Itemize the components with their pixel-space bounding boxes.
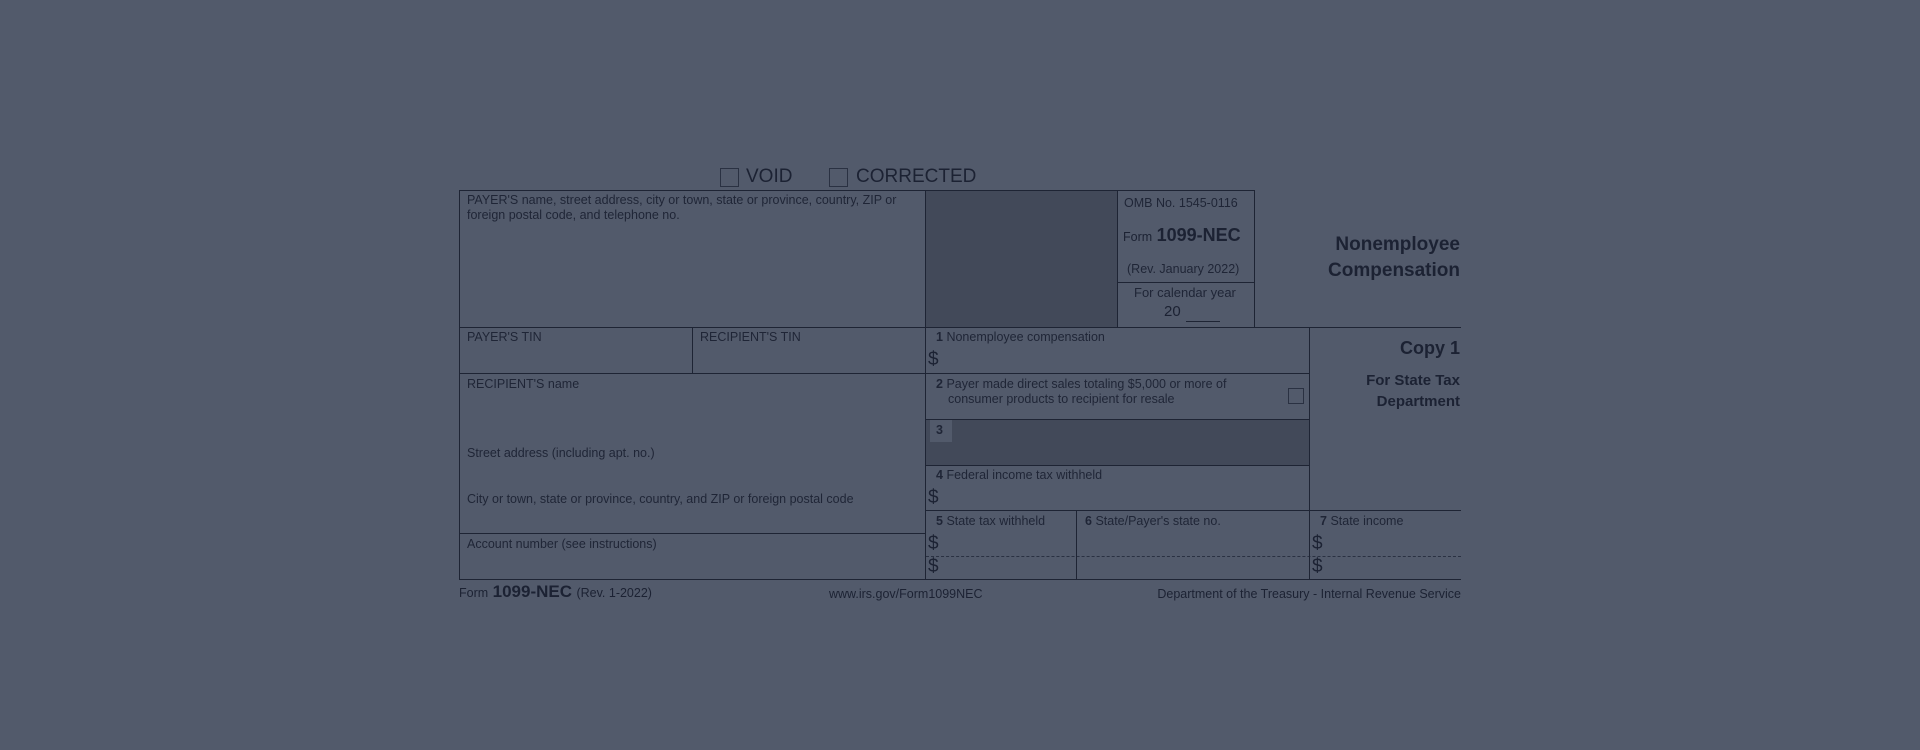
box7-amount-field-1[interactable] — [1330, 533, 1458, 553]
account-number-label: Account number (see instructions) — [467, 537, 657, 551]
box5-number: 5 — [936, 514, 943, 528]
form-prefix: Form — [1123, 230, 1153, 244]
void-label: VOID — [746, 166, 793, 187]
box2-label — [936, 377, 1266, 407]
box5-dollar-sign-2: $ — [928, 556, 939, 577]
form-number: 1099-NEC — [1156, 225, 1241, 245]
state-dashed-line — [926, 556, 1461, 557]
box5-dollar-sign-1: $ — [928, 533, 939, 554]
tin-divider — [692, 327, 693, 374]
shaded-payer-area — [926, 190, 1118, 328]
title-line-2: Compensation — [1328, 260, 1460, 281]
box5-text: State tax withheld — [946, 514, 1046, 528]
corrected-label: CORRECTED — [856, 166, 977, 187]
street-address-field[interactable] — [462, 462, 922, 484]
payer-name-label: PAYER'S name, street address, city or town, state or province, country, ZIP or foreign postal code, and telephone no. — [467, 193, 897, 222]
copy-desc-line-1: For State Tax — [1366, 372, 1460, 389]
box2-text-line1: Payer made direct sales totaling $5,000 or more of — [946, 377, 1227, 391]
form-line-row2 — [459, 327, 1461, 328]
box2-number: 2 — [936, 377, 943, 391]
form-top-border — [459, 190, 1255, 191]
corrected-checkbox[interactable] — [829, 168, 848, 187]
omb-divider — [1117, 282, 1255, 283]
box4-text: Federal income tax withheld — [946, 468, 1103, 482]
footer-form-number: 1099-NEC — [492, 582, 572, 601]
box5-amount-field-2[interactable] — [946, 558, 1072, 578]
box1-amount-field[interactable] — [946, 349, 1304, 371]
account-number-field[interactable] — [462, 553, 922, 577]
copy-desc-line-2: Department — [1376, 393, 1460, 410]
form-line-account-top — [459, 533, 926, 534]
street-address-label: Street address (including apt. no.) — [467, 446, 655, 460]
box6-label — [1085, 514, 1221, 529]
footer-form-rev: (Rev. 1-2022) — [576, 586, 652, 600]
box2-text-line2: consumer products to recipient for resale — [948, 392, 1175, 406]
title-line-1: Nonemployee — [1335, 234, 1460, 255]
void-checkbox[interactable] — [720, 168, 739, 187]
box7-dollar-sign-1: $ — [1312, 533, 1323, 554]
footer-url: www.irs.gov/Form1099NEC — [829, 587, 983, 601]
form-line-box3-top — [926, 419, 1310, 420]
box7-number: 7 — [1320, 514, 1327, 528]
box1-number: 1 — [936, 330, 943, 344]
box4-dollar-sign: $ — [928, 487, 939, 508]
box7-amount-field-2[interactable] — [1330, 558, 1458, 578]
form-line-box5-top — [926, 510, 1461, 511]
payer-name-field[interactable] — [462, 225, 922, 323]
box3-number: 3 — [936, 423, 943, 437]
box7-text: State income — [1330, 514, 1404, 528]
box6-field-1[interactable] — [1080, 533, 1306, 553]
form-bottom-border — [459, 579, 1461, 580]
payer-tin-label: PAYER'S TIN — [467, 330, 542, 344]
box1-label — [936, 330, 1105, 345]
box1-dollar-sign: $ — [928, 349, 939, 370]
copy-column-divider — [1309, 327, 1310, 580]
footer-department: Department of the Treasury - Internal Revenue Service — [1157, 587, 1461, 601]
box5-label — [936, 514, 1045, 529]
box4-label — [936, 468, 1102, 483]
omb-right-border — [1254, 190, 1255, 328]
box4-number: 4 — [936, 468, 943, 482]
omb-number: OMB No. 1545-0116 — [1124, 196, 1238, 210]
box1-text: Nonemployee compensation — [946, 330, 1105, 344]
footer-form-prefix: Form — [459, 586, 489, 600]
copy-label: Copy 1 — [1399, 338, 1460, 358]
box6-field-2[interactable] — [1080, 558, 1306, 578]
recipient-name-field[interactable] — [462, 392, 922, 444]
box5-amount-field-1[interactable] — [946, 533, 1072, 553]
city-label: City or town, state or province, country, and ZIP or foreign postal code — [467, 492, 854, 506]
box3-shaded — [926, 419, 1309, 465]
calendar-year-prefix: 20 — [1164, 303, 1181, 320]
box6-number: 6 — [1085, 514, 1092, 528]
box7-dollar-sign-2: $ — [1312, 556, 1323, 577]
box4-amount-field[interactable] — [946, 487, 1304, 509]
box7-label — [1320, 514, 1403, 529]
form-title — [1270, 232, 1460, 284]
form-id — [1123, 225, 1241, 246]
omb-left-border — [1117, 190, 1118, 328]
form-line-row3 — [459, 373, 1310, 374]
form-rev: (Rev. January 2022) — [1127, 262, 1240, 276]
footer-form-id — [459, 582, 652, 602]
calendar-year-field[interactable] — [1186, 321, 1220, 322]
copy-description — [1300, 370, 1460, 412]
box5-6-divider — [1076, 510, 1077, 580]
city-field[interactable] — [462, 508, 922, 530]
form-line-box4-top — [926, 465, 1310, 466]
box6-text: State/Payer's state no. — [1095, 514, 1221, 528]
recipient-name-label: RECIPIENT'S name — [467, 377, 580, 391]
calendar-year-label: For calendar year — [1134, 285, 1236, 300]
form-mid-divider — [925, 190, 926, 580]
form-left-border — [459, 190, 460, 580]
recipient-tin-field[interactable] — [696, 345, 922, 371]
payer-tin-field[interactable] — [462, 345, 688, 371]
recipient-tin-label: RECIPIENT'S TIN — [700, 330, 801, 344]
